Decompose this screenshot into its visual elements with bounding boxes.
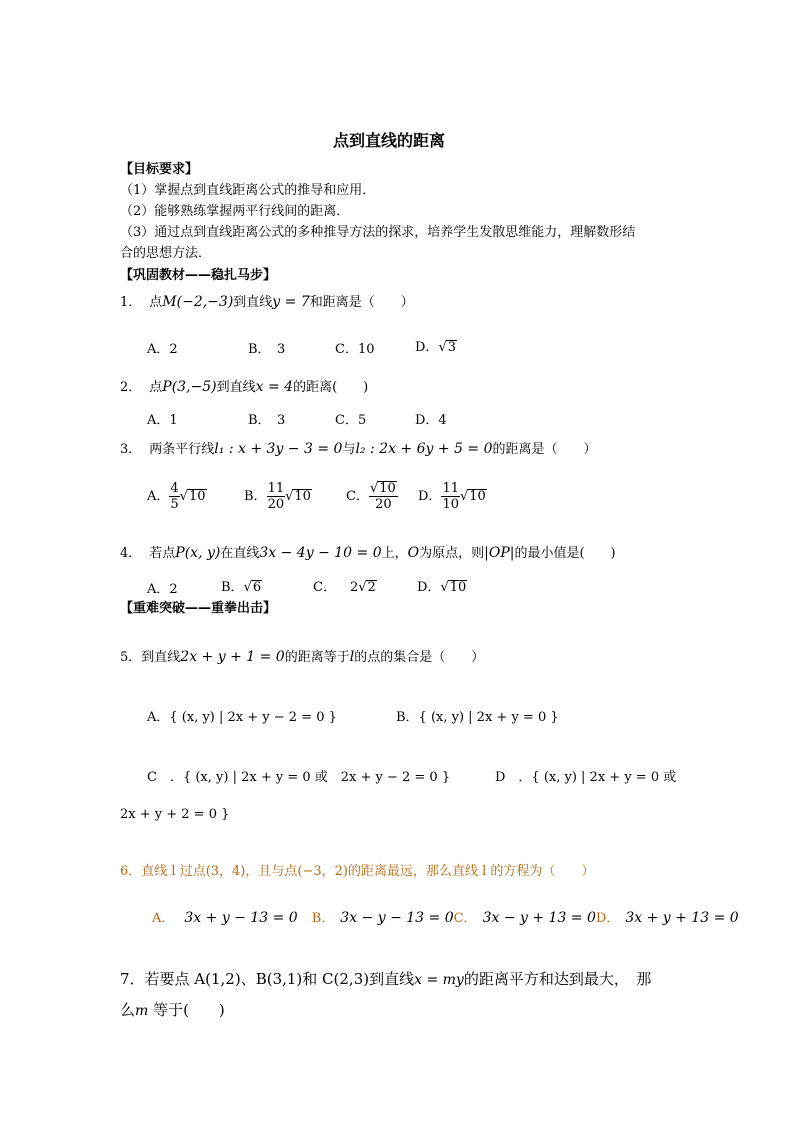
q7-line: x = my bbox=[414, 972, 464, 988]
q4-origin: O bbox=[407, 545, 420, 561]
q5-text: 到直线 bbox=[141, 650, 181, 665]
option-d[interactable] bbox=[415, 336, 457, 355]
option-c[interactable]: C．5 bbox=[335, 413, 367, 428]
q7-text: 么 bbox=[120, 1001, 136, 1019]
fraction: $\frac{11}{20}$ bbox=[267, 481, 285, 512]
radicand: 10 bbox=[294, 489, 311, 504]
sqrt-icon: √ bbox=[459, 489, 469, 504]
option-a-label[interactable]: A． bbox=[152, 911, 175, 926]
option-a[interactable]: A．2 bbox=[147, 582, 178, 597]
radicand: 10 bbox=[188, 489, 206, 504]
option-label: D． bbox=[417, 580, 441, 595]
option-label: D． bbox=[418, 489, 442, 504]
q3-l1: l₁ : x + 3y − 3 = 0 bbox=[214, 441, 343, 457]
option-label: B． bbox=[221, 580, 244, 595]
option-c[interactable]: 3x − y + 13 = 0 bbox=[482, 910, 596, 926]
option-c[interactable] bbox=[313, 576, 377, 595]
q3-text: 两条平行线 bbox=[149, 442, 215, 457]
question-6: 6．直线 l 过点(3，4)，且与点(−3，2)的距离最远，那么直线 l 的方程为（ ） bbox=[120, 864, 595, 879]
option-label: C． bbox=[346, 489, 369, 504]
q3-text: 与 bbox=[342, 442, 356, 457]
q5-line: 2x + y + 1 = 0 bbox=[180, 649, 285, 665]
section-heading: 【重难突破——重拳出击】 bbox=[120, 601, 277, 616]
question-number: 4． bbox=[120, 546, 142, 561]
goals-heading: 【目标要求】 bbox=[120, 162, 199, 177]
radicand: 3 bbox=[447, 340, 457, 355]
option-label: D． bbox=[415, 340, 439, 355]
q4-point: P(x, y) bbox=[175, 545, 221, 561]
option-a[interactable]: A．2 bbox=[147, 342, 178, 357]
option-a[interactable] bbox=[147, 481, 207, 512]
question-7-continued bbox=[120, 999, 225, 1020]
radicand: 2 bbox=[367, 580, 376, 595]
option-b[interactable]: B． 3 bbox=[248, 413, 286, 428]
option-b[interactable]: B．{ (x, y) | 2x + y = 0 } bbox=[396, 710, 559, 725]
q7-m: m bbox=[135, 1003, 149, 1019]
option-d[interactable]: D ．{ (x, y) | 2x + y = 0 或 bbox=[495, 770, 677, 785]
option-d[interactable] bbox=[417, 576, 467, 595]
sqrt-icon: √ bbox=[243, 580, 252, 595]
option-b[interactable] bbox=[244, 481, 312, 512]
question-number: 1． bbox=[120, 295, 142, 310]
section-heading: 【巩固教材——稳扎马步】 bbox=[120, 268, 277, 283]
option-a[interactable]: 3x + y − 13 = 0 bbox=[184, 910, 298, 926]
option-b-label[interactable]: B． bbox=[311, 911, 335, 926]
q2-text: 的距离( ) bbox=[293, 380, 369, 395]
q3-l2: l₂ : 2x + 6y + 5 = 0 bbox=[355, 441, 493, 457]
option-d[interactable]: 3x + y + 13 = 0 bbox=[625, 910, 739, 926]
q1-line: y = 7 bbox=[272, 294, 310, 310]
fraction: $\frac{√10}{20}$ bbox=[369, 481, 396, 512]
option-label: C． bbox=[313, 580, 336, 595]
option-a[interactable]: A．{ (x, y) | 2x + y − 2 = 0 } bbox=[147, 710, 337, 725]
page-title: 点到直线的距离 bbox=[333, 131, 446, 150]
q4-text: 的最小值是( ) bbox=[514, 546, 616, 561]
question-5 bbox=[120, 646, 484, 665]
q4-text: 若点 bbox=[149, 546, 176, 561]
q1-text: 到直线 bbox=[233, 295, 273, 310]
q4-op: |OP| bbox=[484, 545, 515, 561]
q3-text: 的距离是（ ） bbox=[492, 442, 597, 457]
option-c[interactable]: C ．{ (x, y) | 2x + y = 0 或 2x + y − 2 = 0 } bbox=[147, 770, 451, 785]
option-d-label[interactable]: D． bbox=[595, 911, 620, 926]
question-1 bbox=[120, 291, 414, 310]
question-number: 5． bbox=[120, 650, 142, 665]
option-b[interactable]: B． 3 bbox=[248, 342, 286, 357]
option-a[interactable]: A．1 bbox=[147, 413, 178, 428]
q5-l: l bbox=[349, 649, 355, 665]
sqrt-icon: √ bbox=[440, 580, 449, 595]
goal-item: （2）能够熟练掌握两平行线间的距离． bbox=[120, 204, 350, 219]
q7-text: 7．若要点 A(1,2)、B(3,1)和 C(2,3)到直线 bbox=[120, 970, 415, 988]
q7-text: 等于( ) bbox=[148, 1001, 225, 1019]
option-d[interactable] bbox=[418, 481, 487, 512]
q4-text: 为原点，则 bbox=[419, 546, 485, 561]
option-c[interactable]: C．10 bbox=[335, 342, 375, 357]
question-2 bbox=[120, 376, 368, 395]
question-7 bbox=[120, 968, 651, 989]
radicand: 10 bbox=[449, 580, 467, 595]
q1-text: 点 bbox=[149, 295, 163, 310]
q7-text: 的距离平方和达到最大， 那 bbox=[463, 970, 652, 988]
coefficient: 2 bbox=[349, 580, 359, 595]
q5-text: 的距离等于 bbox=[284, 650, 350, 665]
sqrt-icon: √ bbox=[438, 340, 447, 355]
goal-item: （1）掌握点到直线距离公式的推导和应用． bbox=[120, 183, 376, 198]
q4-line: 3x − 4y − 10 = 0 bbox=[259, 545, 382, 561]
q1-text: 和距离是（ ） bbox=[309, 295, 414, 310]
sqrt-icon: √ bbox=[369, 481, 379, 496]
q2-line: x = 4 bbox=[255, 379, 294, 395]
option-c[interactable] bbox=[346, 481, 398, 512]
question-3 bbox=[120, 438, 597, 457]
q4-text: 上， bbox=[381, 546, 408, 561]
q4-text: 在直线 bbox=[220, 546, 260, 561]
option-c-label[interactable]: C． bbox=[453, 911, 477, 926]
q5-text: 的点的集合是（ ） bbox=[354, 650, 485, 665]
fraction: $\frac{11}{10}$ bbox=[442, 481, 459, 512]
fraction: $\frac{4}{5}$ bbox=[170, 481, 179, 512]
option-label: B． bbox=[244, 489, 267, 504]
q1-point: M(−2,−3) bbox=[162, 294, 234, 310]
q6-options bbox=[152, 907, 739, 926]
sqrt-icon: √ bbox=[358, 580, 367, 595]
option-d-continued: 2x + y + 2 = 0 } bbox=[120, 807, 230, 822]
radicand: 10 bbox=[469, 489, 486, 504]
question-4 bbox=[120, 542, 616, 561]
goal-item: 合的思想方法． bbox=[120, 246, 212, 261]
sqrt-icon: √ bbox=[285, 489, 294, 504]
q2-text: 点 bbox=[149, 380, 163, 395]
radicand: 6 bbox=[252, 580, 262, 595]
q2-text: 到直线 bbox=[216, 380, 256, 395]
option-b[interactable] bbox=[221, 576, 262, 595]
option-b[interactable]: 3x − y − 13 = 0 bbox=[340, 910, 454, 926]
question-number: 3． bbox=[120, 442, 142, 457]
option-label: A． bbox=[147, 489, 170, 504]
question-number: 2． bbox=[120, 380, 142, 395]
goal-item: （3）通过点到直线距离公式的多种推导方法的探求，培养学生发散思维能力，理解数形结 bbox=[120, 225, 636, 240]
q2-point: P(3,−5) bbox=[162, 379, 217, 395]
option-d[interactable]: D．4 bbox=[415, 413, 447, 428]
sqrt-icon: √ bbox=[179, 489, 188, 504]
